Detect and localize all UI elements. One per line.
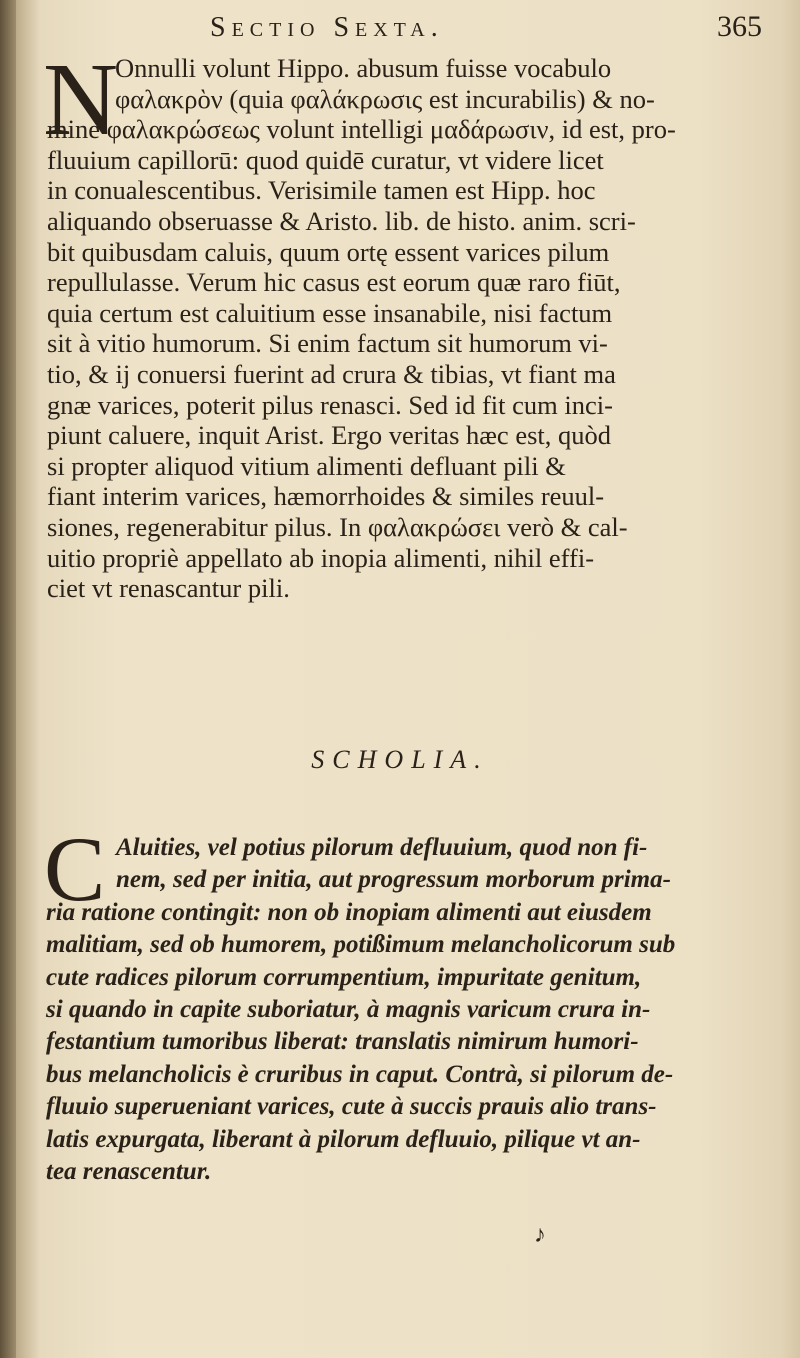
text-line: bus melancholicis è cruribus in caput. Contrà, si pilorum de-: [46, 1060, 674, 1088]
text-line: φαλακρὸν (quia φαλάκρωσις est incurabilis) & no-: [115, 83, 655, 114]
scholia-text: [44, 818, 746, 1188]
text-line: Onnulli volunt Hippo. abusum fuisse vocabulo: [115, 53, 612, 83]
text-line: festantium tumoribus liberat: translatis nimirum humori-: [46, 1028, 639, 1056]
text-line: fluuio superueniant varices, cute à succis prauis alio trans-: [46, 1093, 657, 1121]
text-line: ria ratione contingit: non ob inopiam alimenti aut eiusdem: [46, 898, 652, 926]
main-text: [43, 42, 737, 604]
text-line: cute radices pilorum corrumpentium, impuritate genitum,: [46, 963, 642, 991]
text-line: gnæ varices, poterit pilus renasci. Sed id fit cum inci-: [47, 389, 613, 420]
text-line: bit quibusdam caluis, quum ortę essent varices pilum: [47, 236, 610, 267]
text-line: ciet vt renascantur pili.: [47, 573, 290, 604]
text-line: tea renascentur.: [46, 1157, 212, 1185]
text-line: sit à vitio humorum. Si enim factum sit humorum vi-: [47, 328, 608, 359]
scholia-heading: SCHOLIA.: [311, 745, 489, 774]
ink-mark: ♪: [534, 1222, 546, 1248]
page-gutter: [0, 0, 16, 1358]
text-line: latis expurgata, liberant à pilorum defluuio, pilique vt an-: [46, 1125, 641, 1153]
drop-cap: C: [44, 818, 106, 920]
text-line: in conualescentibus. Verisimile tamen est Hipp. hoc: [47, 175, 596, 206]
text-line: siones, regenerabitur pilus. In φαλακρώσει verò & cal-: [47, 511, 628, 542]
running-head: Sectio Sexta.: [210, 12, 444, 43]
text-line: fiant interim varices, hæmorrhoides & similes reuul-: [47, 481, 605, 512]
text-line: Aluities, vel potius pilorum defluuium, quod non fi-: [116, 834, 648, 861]
text-line: si propter aliquod vitium alimenti defluant pili &: [47, 450, 566, 481]
page-header: [50, 10, 780, 50]
text-line: piunt caluere, inquit Arist. Ergo veritas hæc est, quòd: [47, 420, 612, 451]
page-number: 365: [717, 10, 762, 43]
text-line: repullulasse. Verum hic casus est eorum quæ raro fiūt,: [47, 267, 621, 298]
drop-cap: N: [43, 42, 119, 157]
text-line: aliquando obseruasse & Aristo. lib. de histo. anim. scri-: [47, 205, 636, 236]
text-line: fluuium capillorū: quod quidē curatur, vt videre licet: [47, 144, 604, 175]
text-line: malitiam, sed ob humorem, potißimum melancholicorum sub: [46, 931, 676, 959]
text-line: quia certum est caluitium esse insanabile, nisi factum: [47, 297, 613, 328]
text-line: tio, & ij conuersi fuerint ad crura & tibias, vt fiant ma: [47, 358, 616, 389]
text-line: nem, sed per initia, aut progressum morborum prima-: [116, 866, 671, 894]
text-line: si quando in capite suboriatur, à magnis varicum crura in-: [46, 995, 651, 1023]
text-line: uitio propriè appellato ab inopia alimenti, nihil effi-: [47, 542, 595, 573]
text-line: mine φαλακρώσεως volunt intelligi μαδάρωσιν, id est, pro-: [47, 114, 676, 145]
